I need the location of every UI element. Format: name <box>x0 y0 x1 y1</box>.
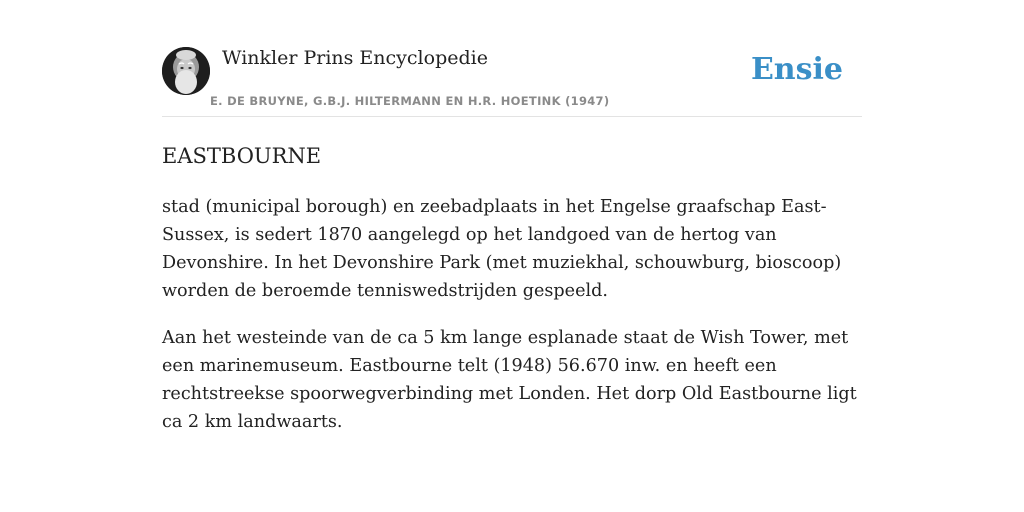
avatar[interactable] <box>162 47 210 95</box>
site-title[interactable]: Winkler Prins Encyclopedie <box>222 47 488 69</box>
entry-paragraph-2: Aan het westeinde van de ca 5 km lange esplanade staat de Wish Tower, met een marinemuseum. Eastbourne telt (1948) 56.670 inw. en heeft een rechtstreekse spoorwegverbinding met Londen. Het dorp Old Eastbourne ligt ca 2 km landwaarts. <box>162 328 857 432</box>
portrait-photo-icon <box>162 47 210 95</box>
page-header <box>162 0 862 117</box>
page-container <box>162 0 862 436</box>
entry-title: EASTBOURNE <box>162 144 322 168</box>
entry-paragraph-1: stad (municipal borough) en zeebadplaats in het Engelse graafschap East-Sussex, is sedert 1870 aangelegd op het landgoed van de hertog van Devonshire. In het Devonshire Park (met muziekhal, schouwburg, bioscoop) worden de beroemde tenniswedstrijden gespeeld. <box>162 197 842 301</box>
brand-logo[interactable]: Ensie <box>750 52 843 87</box>
authors-line: E. DE BRUYNE, G.B.J. HILTERMANN EN H.R. HOETINK (1947) <box>210 94 610 108</box>
